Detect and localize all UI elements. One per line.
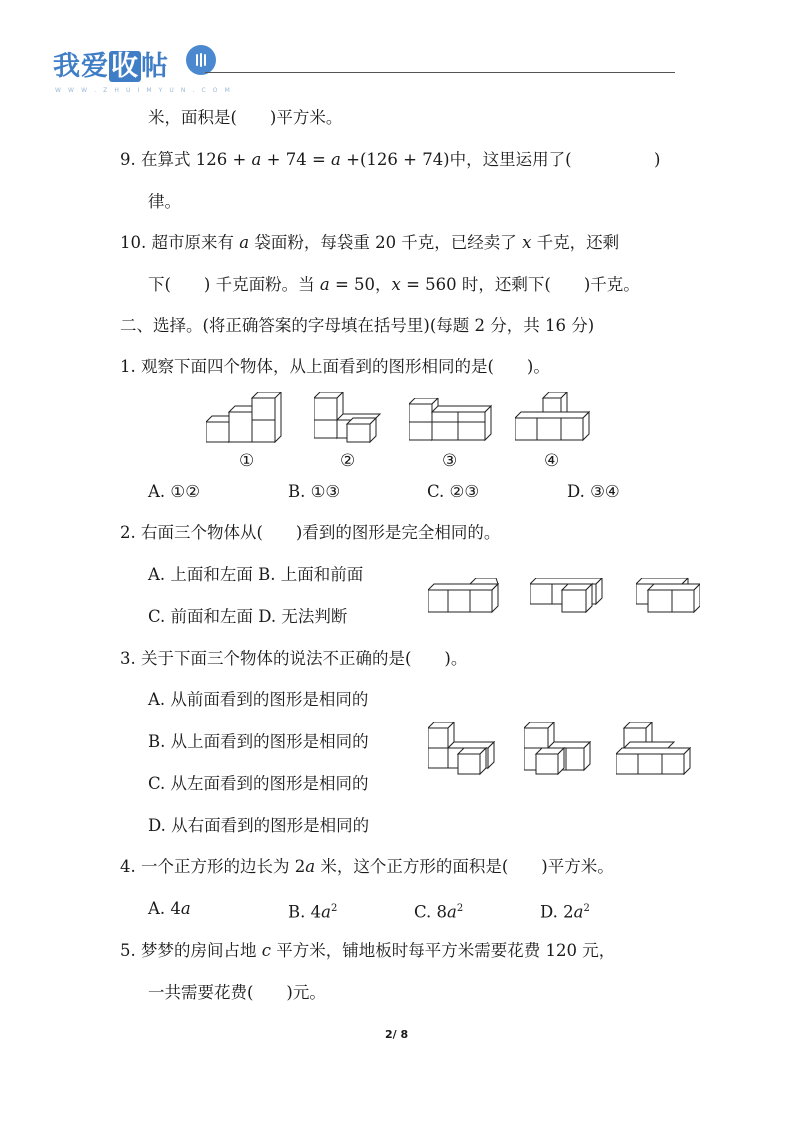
choice-3-stem: 3. 关于下面三个物体的说法不正确的是( )。 [120,649,468,668]
logo [53,44,169,83]
choice-4-stem: 4. 一个正方形的边长为 2a 米，这个正方形的面积是( )平方米。 [120,857,614,876]
choice-4-option-d: D. $2a^2$ [540,902,590,922]
figure-2-3 [636,578,700,618]
question-10-line1: 10. 超市原来有 a 袋面粉，每袋重 20 千克，已经卖了 x 千克，还剩 [120,233,620,252]
figure-3-3 [616,722,692,780]
figure-label-4: ④ [544,451,560,471]
figure-label-1: ① [239,451,255,471]
choice-5-line2: 一共需要花费( )元。 [148,983,326,1002]
figure-1-4 [515,392,591,448]
choice-1-option-a: A. ①② [148,482,200,501]
logo-url: W W W . Z H U I M Y U N . C O M [55,87,233,94]
choice-3-option-a: A. 从前面看到的图形是相同的 [148,690,369,709]
line-continuation: 米，面积是( )平方米。 [148,108,343,127]
page-number: 2/ 8 [385,1028,409,1041]
figure-1-1 [206,392,288,448]
choice-1-option-d: D. ③④ [567,482,620,501]
choice-4-option-c: C. $8a^2$ [414,902,464,922]
choice-3-option-c: C. 从左面看到的图形是相同的 [148,774,369,793]
header-rule [205,72,675,73]
choice-4-option-b: B. $4a^2$ [288,902,338,922]
choice-5-line1: 5. 梦梦的房间占地 c 平方米，铺地板时每平方米需要花费 120 元， [120,941,616,960]
choice-3-option-b: B. 从上面看到的图形是相同的 [148,732,369,751]
figure-2-2 [530,578,604,618]
question-9-line1: 9. 在算式 126 + a + 74 = a +(126 + 74)中，这里运用了( ) [120,150,661,169]
figure-label-2: ② [340,451,356,471]
choice-2-options-row2: C. 前面和左面 D. 无法判断 [148,607,348,626]
figure-3-2 [524,722,592,780]
choice-1-option-c: C. ②③ [427,482,480,501]
logo-badge-icon [186,45,216,75]
figure-3-1 [428,722,498,780]
choice-3-option-d: D. 从右面看到的图形是相同的 [148,816,370,835]
choice-4-option-a: A. 4a [148,899,191,918]
section-2-heading: 二、选择。(将正确答案的字母填在括号里)(每题 2 分，共 16 分) [120,316,595,335]
logo-part2: 帖 [141,51,169,82]
question-10-line2: 下( ) 千克面粉。当 a = 50，x = 560 时，还剩下( )千克。 [148,275,640,294]
choice-1-stem: 1. 观察下面四个物体，从上面看到的图形相同的是( )。 [120,357,550,376]
figure-label-3: ③ [442,451,458,471]
question-9-line2: 律。 [148,192,181,211]
figure-2-1 [428,578,500,618]
choice-2-stem: 2. 右面三个物体从( )看到的图形是完全相同的。 [120,523,501,542]
choice-1-option-b: B. ①③ [288,482,341,501]
figure-1-2 [314,392,386,448]
logo-highlight: 收 [111,51,139,82]
choice-2-options-row1: A. 上面和左面 B. 上面和前面 [148,565,364,584]
logo-part1: 我爱 [53,51,109,82]
figure-1-3 [409,398,493,448]
